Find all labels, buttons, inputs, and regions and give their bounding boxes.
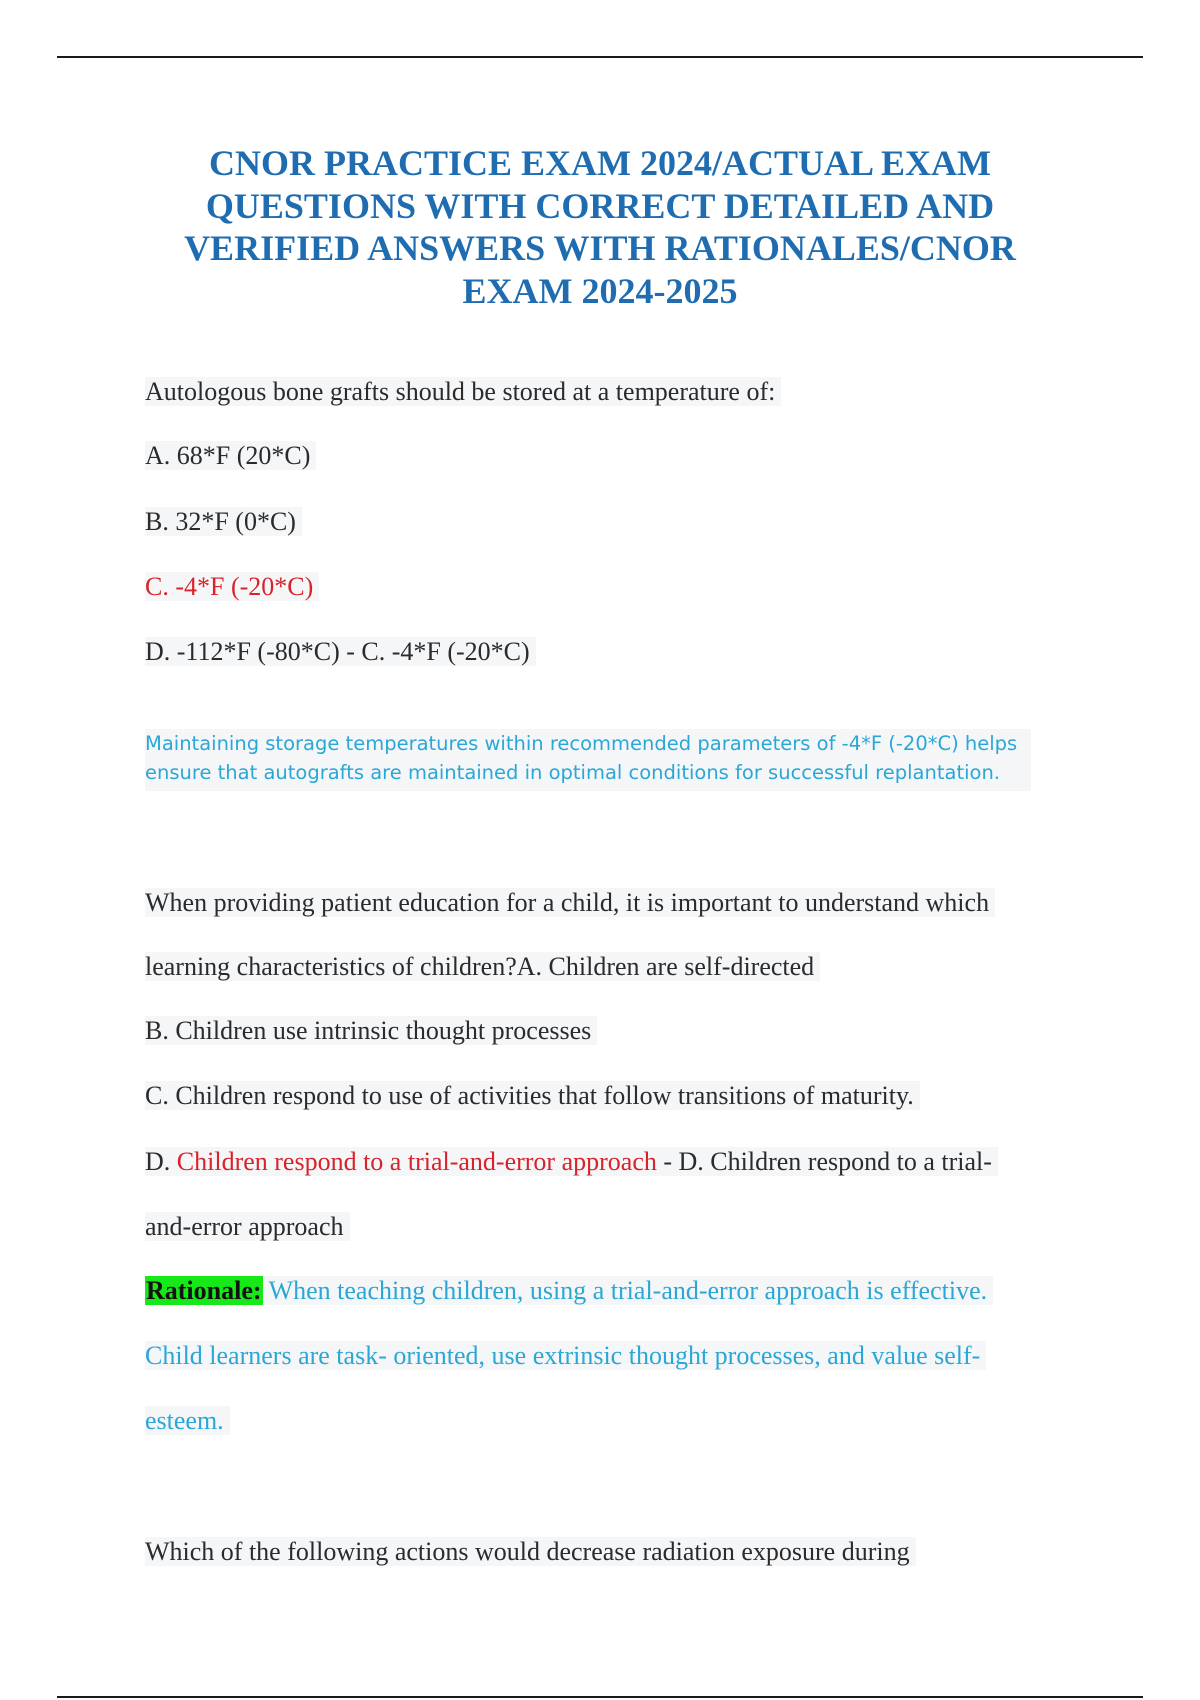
title-line: QUESTIONS WITH CORRECT DETAILED AND bbox=[205, 185, 995, 226]
q2-option-b: B. Children use intrinsic thought processes bbox=[145, 1014, 597, 1048]
title-line: VERIFIED ANSWERS WITH RATIONALES/CNOR bbox=[184, 228, 1016, 268]
rationale-label: Rationale: bbox=[146, 1276, 262, 1305]
q2-question-line-2: learning characteristics of children?A. Children are self-directed bbox=[145, 950, 820, 984]
q2-rationale-line-2: Child learners are task- oriented, use extrinsic thought processes, and value self- bbox=[145, 1339, 986, 1373]
q1-option-d: D. -112*F (-80*C) - C. -4*F (-20*C) bbox=[145, 635, 536, 669]
q2-question-line-1: When providing patient education for a child, it is important to understand which bbox=[145, 886, 995, 920]
q1-option-c-correct: C. -4*F (-20*C) bbox=[145, 570, 319, 604]
title-line: CNOR PRACTICE EXAM 2024/ACTUAL EXAM bbox=[208, 143, 991, 183]
bottom-rule bbox=[57, 1696, 1143, 1698]
q1-option-b: B. 32*F (0*C) bbox=[145, 505, 302, 539]
q1-rationale bbox=[145, 729, 1031, 791]
q1-option-a: A. 68*F (20*C) bbox=[145, 439, 316, 473]
title-line: EXAM 2024-2025 bbox=[462, 270, 738, 311]
q2-option-d-continued: and-error approach bbox=[145, 1210, 350, 1244]
q2-option-d-suffix: - D. Children respond to a trial- bbox=[656, 1147, 992, 1176]
q3-question-line-1: Which of the following actions would decrease radiation exposure during bbox=[145, 1535, 916, 1569]
q2-rationale-line-1 bbox=[145, 1274, 993, 1308]
q2-option-c: C. Children respond to use of activities that follow transitions of maturity. bbox=[145, 1079, 920, 1113]
q1-rationale-line: Maintaining storage temperatures within recommended parameters of -4*F (-20*C) helps bbox=[145, 732, 1018, 755]
q1-question: Autologous bone grafts should be stored at a temperature of: bbox=[145, 375, 781, 409]
document-title bbox=[120, 142, 1080, 312]
q2-option-d-prefix: D. bbox=[145, 1147, 177, 1176]
top-rule bbox=[57, 56, 1143, 58]
q2-option-d bbox=[145, 1145, 998, 1179]
q2-rationale-text: When teaching children, using a trial-and-error approach is effective. bbox=[262, 1276, 988, 1305]
q2-option-d-correct: Children respond to a trial-and-error approach bbox=[176, 1147, 657, 1176]
q2-rationale-line-3: esteem. bbox=[145, 1404, 230, 1438]
q1-rationale-line: ensure that autografts are maintained in optimal conditions for successful replantation. bbox=[145, 761, 1001, 784]
